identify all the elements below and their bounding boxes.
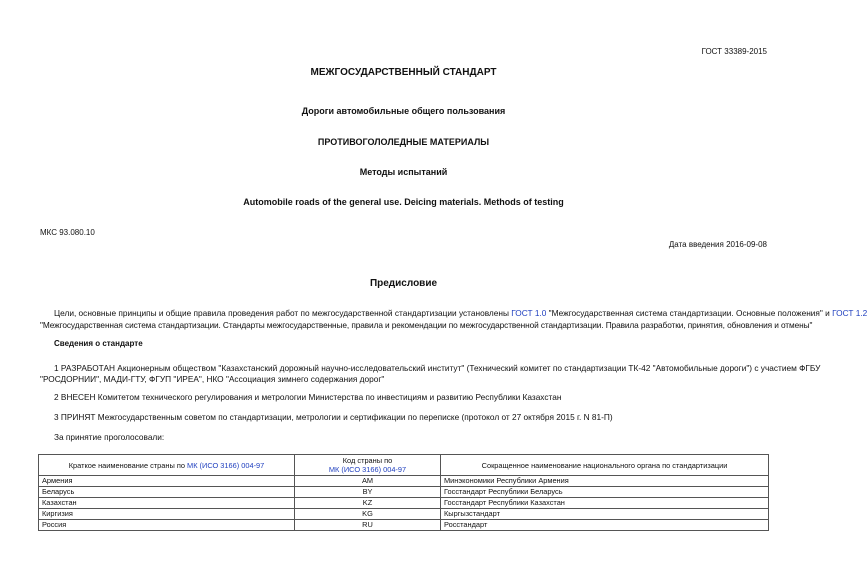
country-cell: Беларусь (39, 487, 295, 498)
item-2: 2 ВНЕСЕН Комитетом технического регулирования и метрологии Министерства по инвестициям и развитию Республики Казахстан (54, 392, 562, 402)
item-1-line-2: "РОСДОРНИИ", МАДИ-ГТУ, ФГУП "ИРЕА", НКО "Ассоциация зимнего содержания дорог" (40, 374, 385, 384)
header-standards-body: Сокращенное наименование национального органа по стандартизации (441, 455, 769, 476)
table-row (39, 509, 769, 520)
doc-main-title: ПРОТИВОГОЛОЛЕДНЫЕ МАТЕРИАЛЫ (317, 137, 490, 147)
doc-subtitle: Методы испытаний (359, 167, 448, 177)
body-cell: Госстандарт Республики Казахстан (441, 498, 769, 509)
table-row (39, 487, 769, 498)
intro-date: Дата введения 2016-09-08 (668, 240, 767, 249)
gost-1-2-link[interactable]: ГОСТ 1.2 (832, 308, 867, 318)
item-3: 3 ПРИНЯТ Межгосударственным советом по стандартизации, метрологии и сертификации по переписке (протокол от 27 октября 2015 г. N 81-П) (54, 412, 613, 422)
gost-1-0-link[interactable]: ГОСТ 1.0 (511, 308, 547, 318)
body-cell: Росстандарт (441, 520, 769, 531)
code-cell: KZ (295, 498, 441, 509)
standard-type: МЕЖГОСУДАРСТВЕННЫЙ СТАНДАРТ (310, 67, 497, 78)
header-country-name: Краткое наименование страны по МК (ИСО 3166) 004-97 (39, 455, 295, 476)
preface-paragraph-1 (54, 307, 867, 319)
voted-label: За принятие проголосовали: (54, 432, 165, 442)
item-1-line-1: 1 РАЗРАБОТАН Акционерным обществом "Казахстанский дорожный научно-исследовательский институт" (Технический комитет по стандартизации ТК-42 "Автомобильные дороги") с участием ФГБУ (54, 363, 821, 373)
table-header-row (39, 455, 769, 476)
country-cell: Киргизия (39, 509, 295, 520)
preface-paragraph-1-line-2: "Межгосударственная система стандартизации. Стандарты межгосударственные, правила и рекомендации по межгосударственной стандартизации. Правила разработки, принятия, обновления и отмены" (40, 320, 813, 330)
voting-table (38, 454, 769, 531)
code-cell: KG (295, 509, 441, 520)
mk-iso-link-1[interactable]: МК (ИСО 3166) 004-97 (187, 460, 265, 470)
doc-number: ГОСТ 33389-2015 (701, 47, 767, 56)
code-cell: AM (295, 476, 441, 487)
table-row (39, 476, 769, 487)
table-row (39, 498, 769, 509)
preface-p1-text-b: "Межгосударственная система стандартизации. Основные положения" и (548, 308, 830, 318)
preface-heading: Предисловие (369, 278, 438, 289)
header-country-code: Код страны по МК (ИСО 3166) 004-97 (295, 455, 441, 476)
body-cell: Минэкономики Республики Армения (441, 476, 769, 487)
body-cell: Госстандарт Республики Беларусь (441, 487, 769, 498)
code-cell: RU (295, 520, 441, 531)
table-row (39, 520, 769, 531)
mks-code: МКС 93.080.10 (40, 228, 95, 237)
mk-iso-link-2[interactable]: МК (ИСО 3166) 004-97 (328, 465, 407, 474)
code-cell: BY (295, 487, 441, 498)
country-cell: Армения (39, 476, 295, 487)
info-heading: Сведения о стандарте (54, 339, 143, 348)
doc-english-title: Automobile roads of the general use. Deicing materials. Methods of testing (243, 197, 564, 207)
country-cell: Россия (39, 520, 295, 531)
preface-p1-text-a: Цели, основные принципы и общие правила проведения работ по межгосударственной стандартизации установлены (54, 308, 509, 318)
body-cell: Кыргызстандарт (441, 509, 769, 520)
doc-subject: Дороги автомобильные общего пользования (301, 106, 506, 116)
country-cell: Казахстан (39, 498, 295, 509)
